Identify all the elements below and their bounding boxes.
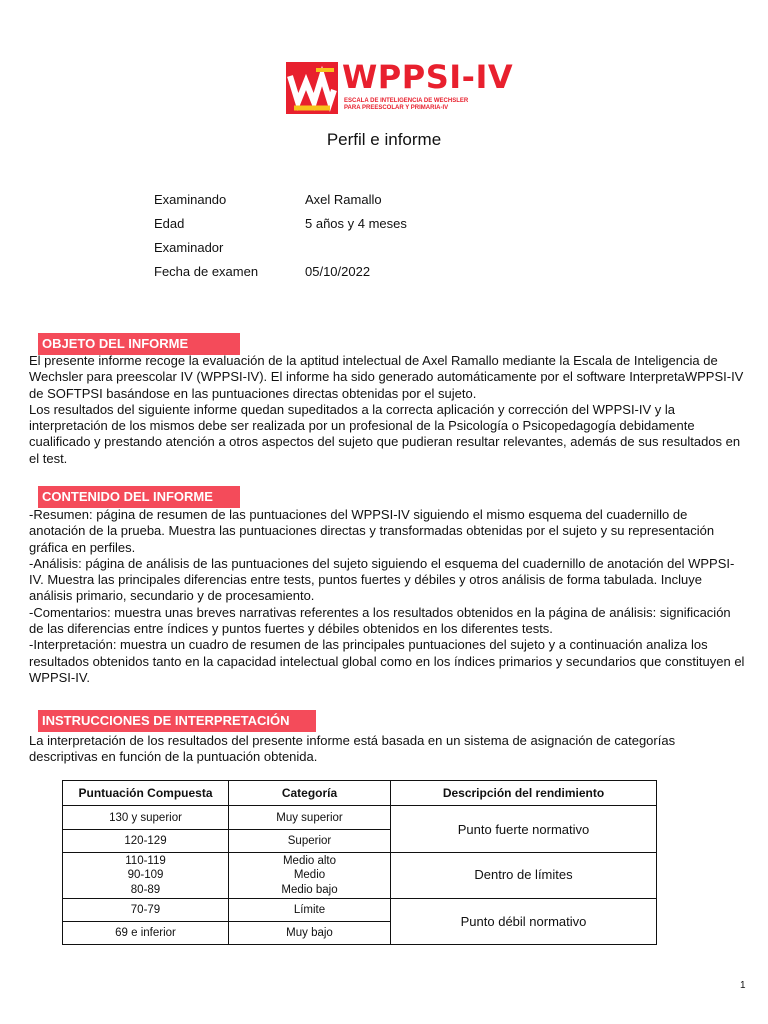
category-cell [229,853,391,899]
logo-subtitle-line: PARA PREESCOLAR Y PRIMARIA-IV [344,105,449,111]
category-cell: Muy superior [229,806,391,830]
paragraph: Los resultados del siguiente informe quedan supeditados a la correcta aplicación y corrección del WPPSI-IV y la interpretación de los mismos debe ser realizada por un profesional de la Psicología o Psicopedagogía debidamente cualificado y prestando atención a otros aspectos del sujeto que pudieran resultar relevantes, además de sus resultados en el test. [29,401,741,466]
category-cell: Límite [229,899,391,922]
score-cell: 70-79 [63,899,229,922]
table-header-row [63,781,657,806]
category-line: Medio alto [282,854,337,867]
paragraph: -Resumen: página de resumen de las puntuaciones del WPPSI-IV siguiendo el mismo esquema del cuadernillo de anotación de la prueba. Muestra las puntuaciones directas y transformadas obtenidas por el sujeto y su representación gráfica en perfiles. [29,507,715,555]
score-line: 90-109 [127,869,164,882]
info-row [154,190,407,214]
page-number: 1 [740,980,746,991]
info-label: Fecha de examen [154,264,259,279]
section-body-objeto [29,353,745,467]
paragraph: -Interpretación: muestra un cuadro de resumen de las principales puntuaciones del sujeto y a continuación analiza los resultados obtenidos tanto en la capacidad intelectual global como en los índices primarios y secundarios que constituyen el WPPSI-IV. [29,637,745,685]
category-line: Medio bajo [281,883,338,896]
logo-subtitle [344,98,468,112]
examinee-info [154,190,407,286]
table-header-cell: Descripción del rendimiento [391,781,657,806]
wppsi-logo-mark-icon [286,62,338,114]
score-cell: 69 e inferior [63,922,229,945]
score-line: 80-89 [130,883,161,896]
section-heading-objeto: OBJETO DEL INFORME [38,333,240,355]
info-label: Examinando [154,192,227,207]
paragraph: El presente informe recoge la evaluación de la aptitud intelectual de Axel Ramallo mediante la Escala de Inteligencia de Wechsler para preescolar IV (WPPSI-IV). El informe ha sido generado automáticamente por el software InterpretaWPPSI-IV de SOFTPSI basándose en las puntuaciones directas obtenidas por el sujeto. [29,353,744,401]
logo-title: WPPSI-IV [342,58,514,96]
category-cell: Superior [229,830,391,853]
paragraph: -Análisis: página de análisis de las puntuaciones del sujeto siguiendo el esquema del cuadernillo de anotación del WPPSI-IV. Muestra las principales diferencias entre tests, puntos fuertes y débiles y otros análisis de forma tabulada. Incluye análisis primario, secundario y de procesamiento. [29,555,735,604]
section-body-contenido [29,507,745,686]
info-row [154,262,407,286]
table-header-cell: Categoría [229,781,391,806]
logo-subtitle-line: ESCALA DE INTELIGENCIA DE WECHSLER [344,98,469,104]
score-line: 110-119 [125,854,166,867]
description-cell: Punto débil normativo [391,899,657,945]
score-cell [63,853,229,899]
description-cell: Dentro de límites [391,853,657,899]
info-row [154,238,407,262]
section-heading-instrucciones: INSTRUCCIONES DE INTERPRETACIÓN [38,710,316,732]
score-cell: 130 y superior [63,806,229,830]
table-row [63,899,657,922]
category-line: Medio [293,869,326,882]
info-value: Axel Ramallo [305,192,382,207]
score-cell: 120-129 [63,830,229,853]
info-row [154,214,407,238]
section-body-instrucciones [29,733,745,766]
table-header-cell: Puntuación Compuesta [63,781,229,806]
description-cell: Punto fuerte normativo [391,806,657,853]
info-label: Examinador [154,240,224,255]
category-cell: Muy bajo [229,922,391,945]
page-title: Perfil e informe [326,130,442,149]
info-value: 5 años y 4 meses [305,216,407,231]
interpretation-table [62,780,657,945]
paragraph: -Comentarios: muestra unas breves narrativas referentes a los resultados obtenidos en la página de análisis: significación de las diferencias entre índices y puntos fuertes y débiles obtenidos en los diferentes tests. [29,604,731,637]
section-heading-contenido: CONTENIDO DEL INFORME [38,486,240,508]
wppsi-logo [286,60,518,118]
table-row [63,853,657,899]
paragraph: La interpretación de los resultados del presente informe está basada en un sistema de asignación de categorías descriptivas en función de la puntuación obtenida. [29,733,676,765]
info-value: 05/10/2022 [305,264,371,279]
table-row [63,806,657,830]
info-label: Edad [154,216,185,231]
